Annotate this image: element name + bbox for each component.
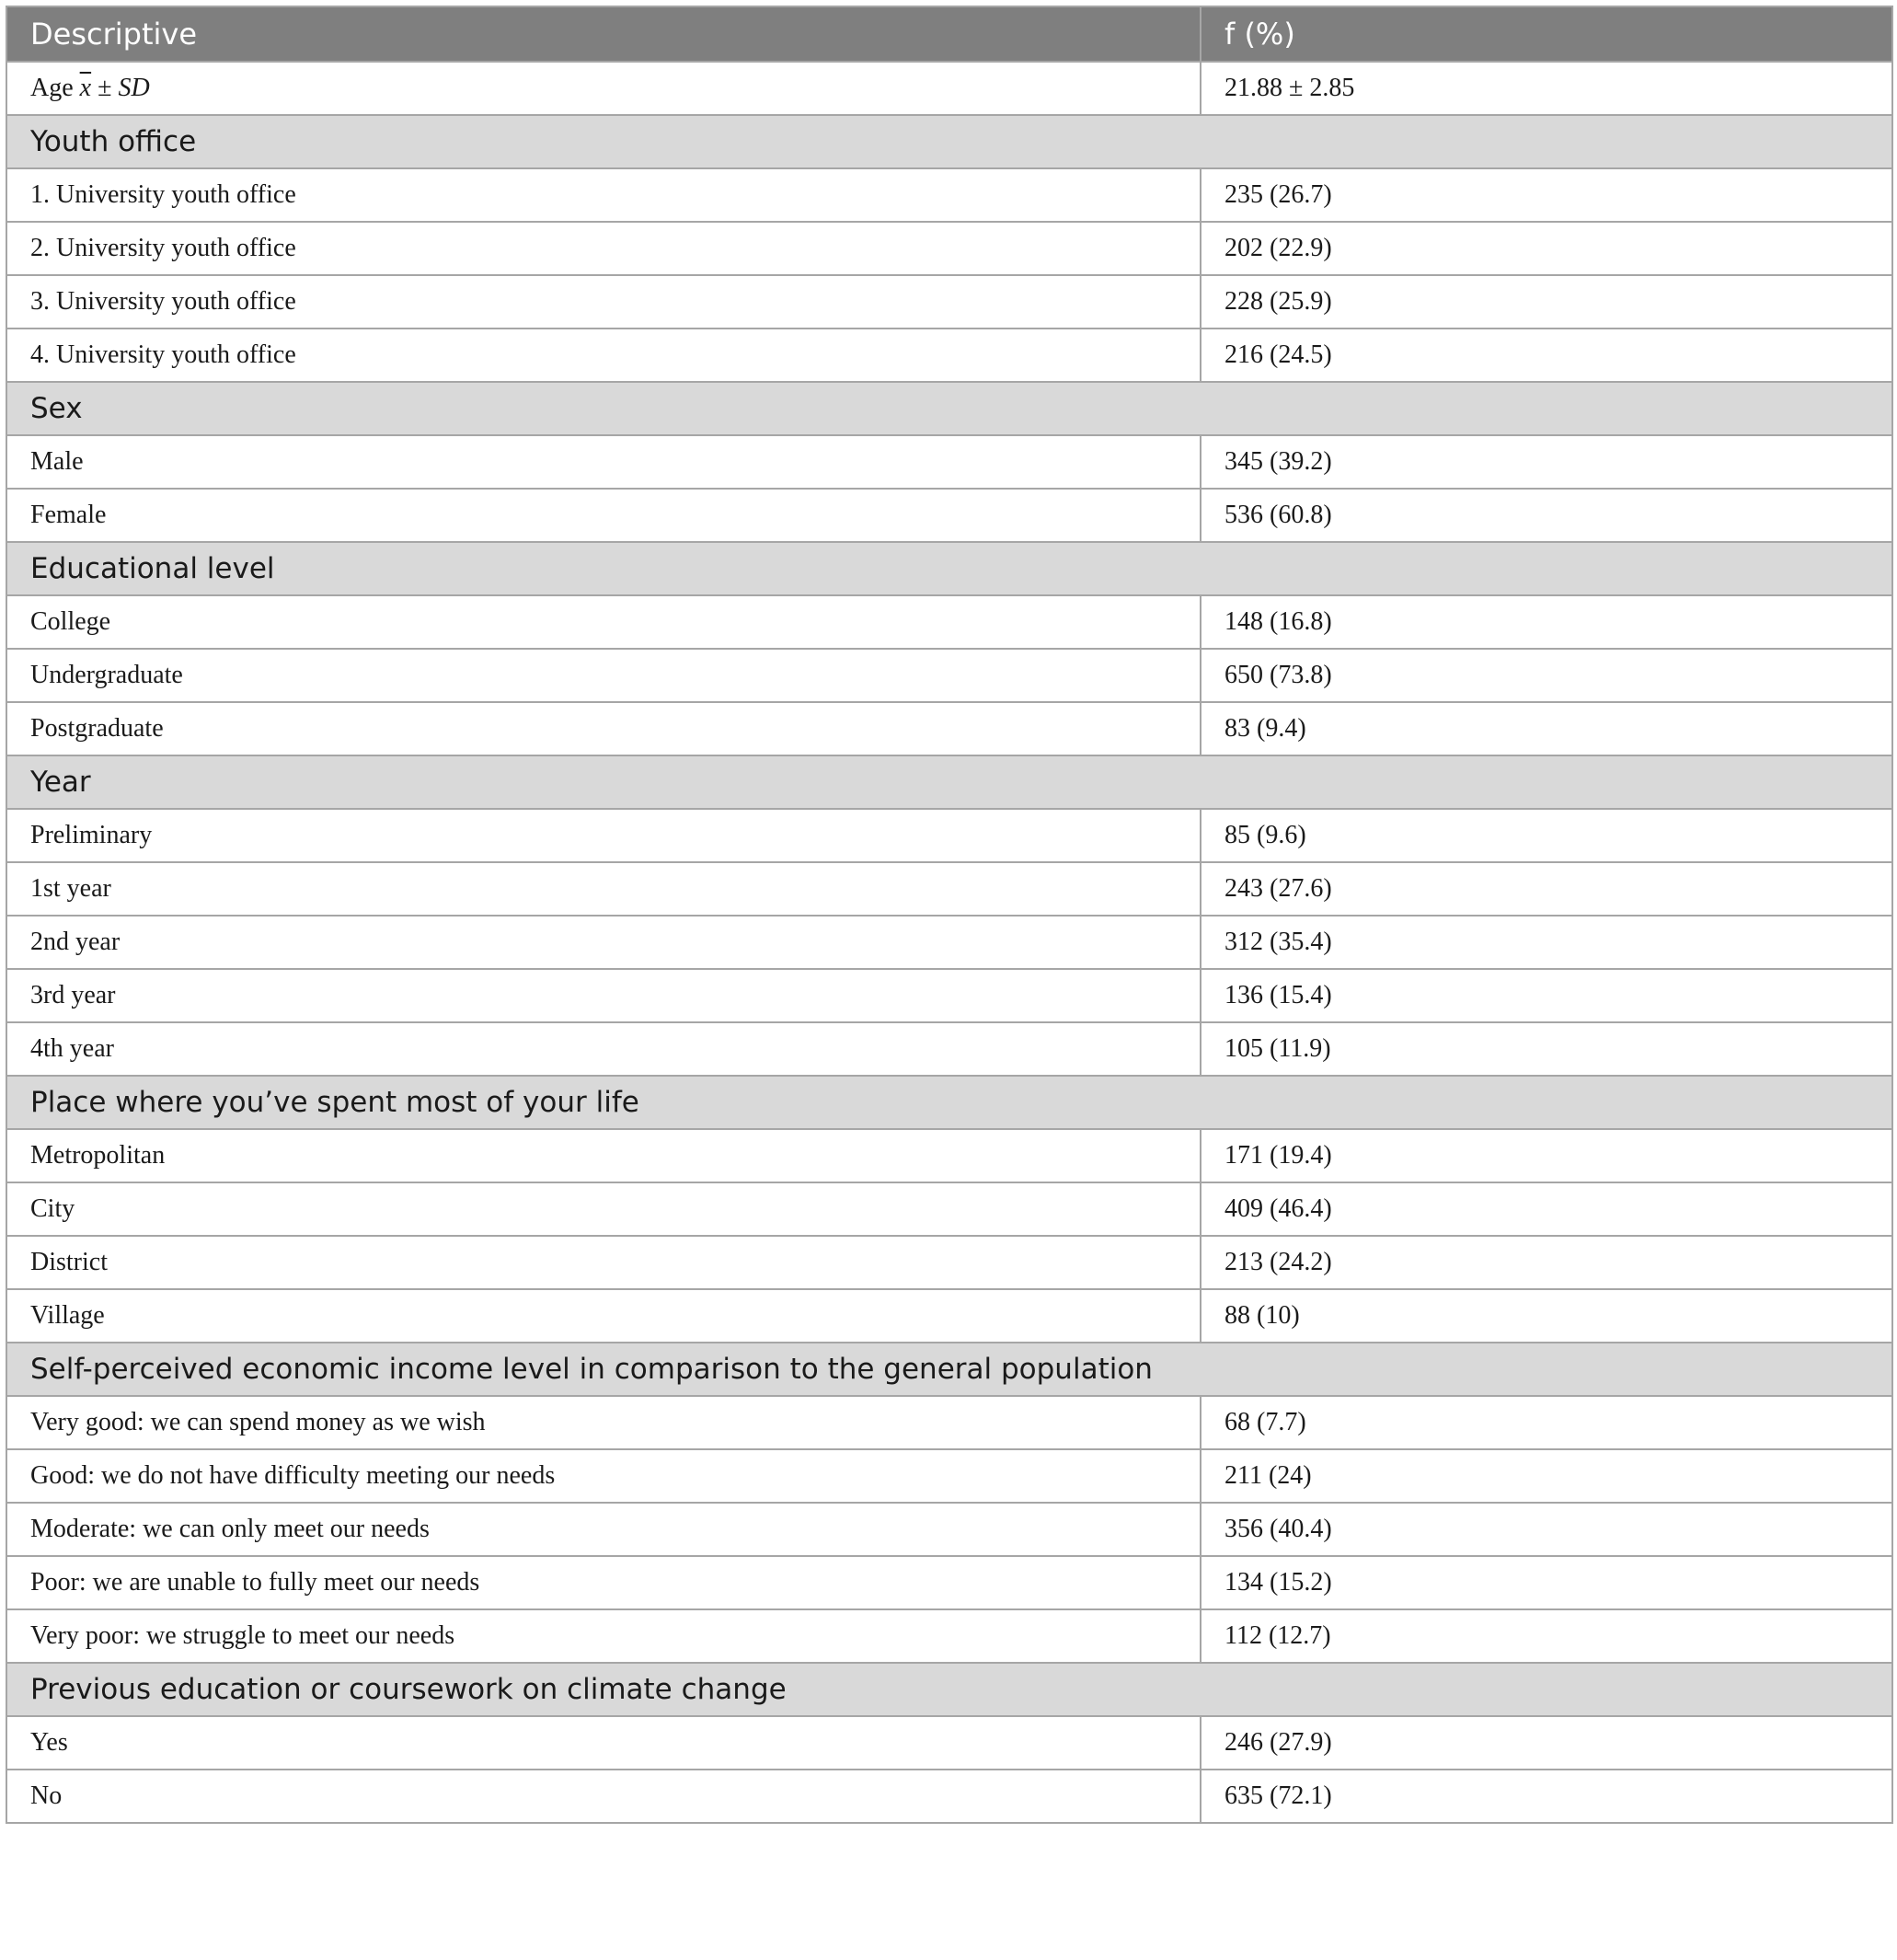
section-header-row (6, 1663, 1892, 1716)
section-title: Youth office (6, 115, 1892, 168)
section-header-row (6, 115, 1892, 168)
row-value: 136 (15.4) (1201, 969, 1892, 1022)
table-row (6, 595, 1892, 649)
row-value: 171 (19.4) (1201, 1129, 1892, 1182)
table-row (6, 489, 1892, 542)
table-row (6, 809, 1892, 862)
row-value: 148 (16.8) (1201, 595, 1892, 649)
row-value: 409 (46.4) (1201, 1182, 1892, 1236)
row-value: 235 (26.7) (1201, 168, 1892, 222)
row-label: Undergraduate (6, 649, 1201, 702)
section-title: Previous education or coursework on climate change (6, 1663, 1892, 1716)
table-row (6, 222, 1892, 275)
table-row (6, 1022, 1892, 1076)
section-title: Educational level (6, 542, 1892, 595)
row-value: 88 (10) (1201, 1289, 1892, 1343)
plus-minus-symbol: ± (98, 74, 112, 102)
row-label: Yes (6, 1716, 1201, 1770)
section-header-row (6, 542, 1892, 595)
age-value: 21.88 ± 2.85 (1201, 62, 1892, 115)
row-value: 246 (27.9) (1201, 1716, 1892, 1770)
row-label: 2nd year (6, 916, 1201, 969)
row-value: 312 (35.4) (1201, 916, 1892, 969)
row-value: 650 (73.8) (1201, 649, 1892, 702)
mean-symbol: $\overline{x}$ (79, 74, 92, 102)
table-row (6, 702, 1892, 755)
section-header-row (6, 382, 1892, 435)
table-row (6, 1503, 1892, 1556)
row-value: 243 (27.6) (1201, 862, 1892, 916)
table-row (6, 862, 1892, 916)
row-label: Good: we do not have difficulty meeting our needs (6, 1449, 1201, 1503)
header-value: f (%) (1201, 6, 1892, 62)
row-label: 4. University youth office (6, 329, 1201, 382)
table-row (6, 1236, 1892, 1289)
row-label: District (6, 1236, 1201, 1289)
row-label: Very good: we can spend money as we wish (6, 1396, 1201, 1449)
table-row (6, 435, 1892, 489)
table-row (6, 1609, 1892, 1663)
descriptive-table (6, 6, 1893, 1824)
row-value: 356 (40.4) (1201, 1503, 1892, 1556)
row-label: Preliminary (6, 809, 1201, 862)
row-value: 635 (72.1) (1201, 1770, 1892, 1823)
table-row (6, 1129, 1892, 1182)
table-row (6, 1396, 1892, 1449)
row-label: 4th year (6, 1022, 1201, 1076)
row-label: Moderate: we can only meet our needs (6, 1503, 1201, 1556)
row-value: 83 (9.4) (1201, 702, 1892, 755)
row-value: 105 (11.9) (1201, 1022, 1892, 1076)
table-row (6, 1289, 1892, 1343)
row-value: 68 (7.7) (1201, 1396, 1892, 1449)
row-value: 345 (39.2) (1201, 435, 1892, 489)
row-label: Village (6, 1289, 1201, 1343)
row-value: 213 (24.2) (1201, 1236, 1892, 1289)
row-label: 3rd year (6, 969, 1201, 1022)
row-value: 202 (22.9) (1201, 222, 1892, 275)
row-value: 112 (12.7) (1201, 1609, 1892, 1663)
age-row (6, 62, 1892, 115)
row-label: Very poor: we struggle to meet our needs (6, 1609, 1201, 1663)
section-header-row (6, 1076, 1892, 1129)
row-label: 1. University youth office (6, 168, 1201, 222)
row-label: Poor: we are unable to fully meet our needs (6, 1556, 1201, 1609)
row-label: College (6, 595, 1201, 649)
sd-symbol: SD (118, 74, 150, 102)
section-title: Self-perceived economic income level in comparison to the general population (6, 1343, 1892, 1396)
row-label: 2. University youth office (6, 222, 1201, 275)
section-title: Year (6, 755, 1892, 809)
row-label: 3. University youth office (6, 275, 1201, 329)
age-label-prefix: Age (30, 74, 74, 102)
row-value: 211 (24) (1201, 1449, 1892, 1503)
table-row (6, 1556, 1892, 1609)
row-value: 85 (9.6) (1201, 809, 1892, 862)
row-label: City (6, 1182, 1201, 1236)
section-title: Place where you’ve spent most of your life (6, 1076, 1892, 1129)
row-value: 228 (25.9) (1201, 275, 1892, 329)
row-label: Male (6, 435, 1201, 489)
row-label: No (6, 1770, 1201, 1823)
header-descriptive: Descriptive (6, 6, 1201, 62)
table-row (6, 649, 1892, 702)
row-label: Female (6, 489, 1201, 542)
table-row (6, 275, 1892, 329)
section-header-row (6, 1343, 1892, 1396)
table-row (6, 1770, 1892, 1823)
section-header-row (6, 755, 1892, 809)
table-row (6, 168, 1892, 222)
table-row (6, 969, 1892, 1022)
table-row (6, 916, 1892, 969)
row-label: Metropolitan (6, 1129, 1201, 1182)
row-value: 536 (60.8) (1201, 489, 1892, 542)
table-row (6, 1182, 1892, 1236)
row-value: 216 (24.5) (1201, 329, 1892, 382)
table-row (6, 329, 1892, 382)
row-value: 134 (15.2) (1201, 1556, 1892, 1609)
row-label: 1st year (6, 862, 1201, 916)
age-label (6, 62, 1201, 115)
table-row (6, 1449, 1892, 1503)
row-label: Postgraduate (6, 702, 1201, 755)
section-title: Sex (6, 382, 1892, 435)
table-row (6, 1716, 1892, 1770)
table-header-row (6, 6, 1892, 62)
